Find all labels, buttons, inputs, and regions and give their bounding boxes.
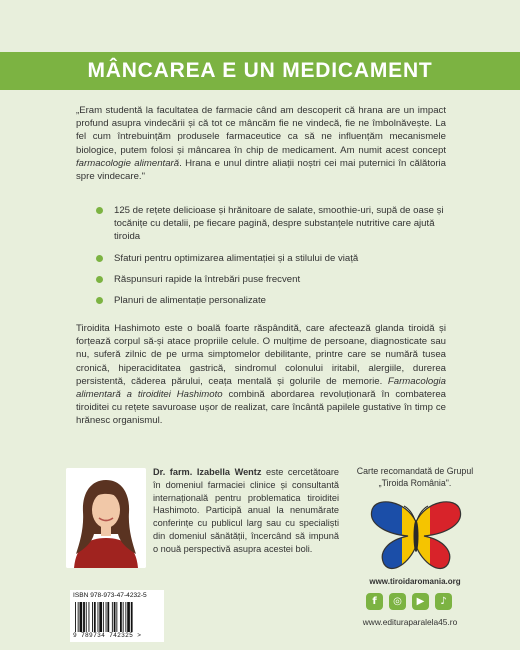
bullet-dot-icon xyxy=(96,276,103,283)
description-text-part1: Tiroidita Hashimoto este o boală foarte răspândită, care afectează glanda tiroidă și forțează corpul să-și atace propriile celule. O mulțime de persoane, diagnosticate sau nu, suferă zilnic de pe urma simptomelor debilitante, printre care se numără tusea cronică, hiperaciditatea gastrică, sindromul colonului iritabil, alergiile, durerea persistentă, căderea părului, ceața mentală și golurile de memorie. xyxy=(76,323,446,387)
description-text-part2: combină abordarea revoluționară în combaterea tiroiditei cu rețete savuroase ușor de realizat, care încântă papilele gustative în timp ce hrănesc organismul. xyxy=(76,389,446,427)
book-description xyxy=(76,322,446,428)
list-item xyxy=(96,294,446,307)
barcode-digits: 9 789734 742325 > xyxy=(73,632,142,639)
intro-text-part2: . Hrana e unul dintre aliații noștri cei mai puternici în călătoria spre vindecare." xyxy=(76,157,446,183)
feature-list xyxy=(96,204,446,315)
author-bio xyxy=(153,466,339,556)
list-item-text: Planuri de alimentație personalizate xyxy=(114,295,266,307)
list-item xyxy=(96,204,446,244)
title-bar xyxy=(0,52,520,90)
author-name: Dr. farm. Izabella Wentz xyxy=(153,467,262,477)
instagram-icon[interactable]: ◎ xyxy=(389,593,406,610)
list-item-text: Sfaturi pentru optimizarea alimentației și a stilului de viață xyxy=(114,252,359,264)
intro-text-part1: „Eram studentă la facultatea de farmacie când am descoperit că hrana are un impact profund asupra vindecării și că tot ce mâncăm fie ne vindecă, fie ne îmbolnăvește. La fel cum întrebuințăm produsele farmaceutice ca să ne influențăm mecanismele biologice, putem folosi și mâncarea în chip de medicament. Am numit acest concept xyxy=(76,105,446,156)
youtube-icon[interactable]: ▶ xyxy=(412,593,429,610)
list-item xyxy=(96,273,446,286)
butterfly-logo xyxy=(366,496,466,576)
book-title: MÂNCAREA E UN MEDICAMENT xyxy=(87,59,433,82)
intro-quote xyxy=(76,104,446,183)
list-item-text: Răspunsuri rapide la întrebări puse frecvent xyxy=(114,273,301,285)
author-bio-text: este cercetătoare în domeniul farmaciei clinice și consultantă internațională pentru problematica tiroiditei Hashimoto. Participă anual la nenumărate conferințe cu publicul larg sau cu specialiști din domeniul sănătății, încercând să impună o nouă perspectivă asupra acestei boli. xyxy=(153,467,339,554)
tiktok-icon[interactable]: ♪ xyxy=(435,593,452,610)
bullet-dot-icon xyxy=(96,207,103,214)
intro-text-italic: farmacologie alimentară xyxy=(76,157,180,169)
bullet-dot-icon xyxy=(96,297,103,304)
top-band xyxy=(0,0,520,52)
recommendation-website[interactable]: www.tiroidaromania.org xyxy=(369,577,461,586)
social-links xyxy=(366,593,452,610)
list-item-text: 125 de rețete delicioase și hrănitoare de salate, smoothie-uri, supă de oase și tocănițe cu detalii, pe fiecare pagină, despre substanțele nutritive care ajută tiroida xyxy=(114,205,444,243)
author-photo xyxy=(66,468,146,568)
list-item xyxy=(96,252,446,265)
barcode-box xyxy=(70,590,164,642)
facebook-icon[interactable]: f xyxy=(366,593,383,610)
description-text-italic: Farmacologia alimentară a tiroiditei Hashimoto xyxy=(76,375,446,401)
recommendation-text: Carte recomandată de Grupul „Tiroida România". xyxy=(356,466,474,488)
bullet-dot-icon xyxy=(96,255,103,262)
isbn-label: ISBN 978-973-47-4232-5 xyxy=(73,592,147,599)
barcode-icon xyxy=(73,602,161,632)
publisher-website[interactable]: www.edituraparalela45.ro xyxy=(362,617,458,627)
